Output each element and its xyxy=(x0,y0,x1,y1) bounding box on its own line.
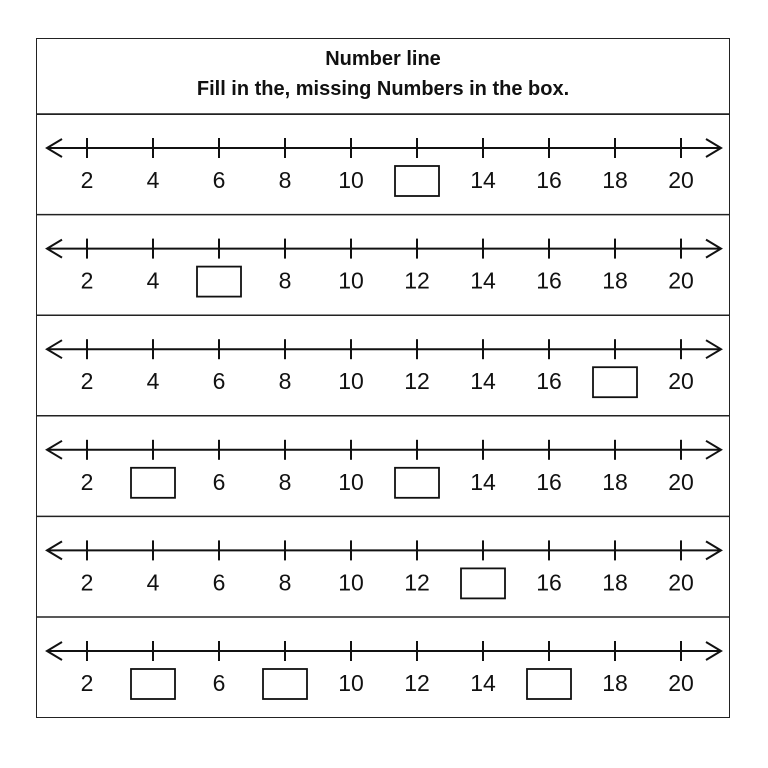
tick-label: 12 xyxy=(404,368,430,395)
tick-label: 8 xyxy=(278,267,292,294)
answer-box[interactable] xyxy=(263,669,307,699)
tick-label: 20 xyxy=(668,267,694,294)
tick-label: 20 xyxy=(668,167,694,193)
tick-label: 2 xyxy=(80,368,94,395)
tick-label: 20 xyxy=(668,670,694,696)
answer-box[interactable] xyxy=(527,669,571,699)
tick-label: 12 xyxy=(404,267,430,294)
worksheet-title: Number line xyxy=(325,48,441,70)
tick-label: 20 xyxy=(668,368,694,395)
answer-box[interactable] xyxy=(395,166,439,196)
tick-label: 10 xyxy=(338,569,364,596)
number-line-row xyxy=(36,617,730,699)
tick-label: 14 xyxy=(470,267,496,294)
tick-label: 18 xyxy=(602,569,628,596)
tick-label: 10 xyxy=(338,267,364,294)
answer-box[interactable] xyxy=(395,468,439,498)
number-line-row xyxy=(36,315,730,397)
tick-label: 4 xyxy=(146,267,160,294)
tick-label: 6 xyxy=(212,569,226,596)
number-line-row xyxy=(36,215,730,297)
tick-label: 6 xyxy=(212,670,226,696)
answer-box[interactable] xyxy=(131,669,175,699)
tick-label: 10 xyxy=(338,670,364,696)
tick-label: 6 xyxy=(212,167,226,193)
tick-label: 2 xyxy=(80,670,94,696)
tick-label: 18 xyxy=(602,670,628,696)
tick-label: 12 xyxy=(404,670,430,696)
tick-label: 2 xyxy=(80,267,94,294)
tick-label: 20 xyxy=(668,468,694,495)
number-line-row xyxy=(36,516,730,598)
tick-label: 8 xyxy=(278,368,292,395)
tick-label: 4 xyxy=(146,368,160,395)
tick-label: 4 xyxy=(146,167,160,193)
tick-label: 12 xyxy=(404,569,430,596)
tick-label: 16 xyxy=(536,569,562,596)
number-line-row xyxy=(36,416,730,498)
tick-label: 18 xyxy=(602,267,628,294)
tick-label: 18 xyxy=(602,167,628,193)
tick-label: 16 xyxy=(536,368,562,395)
tick-label: 8 xyxy=(278,569,292,596)
tick-label: 10 xyxy=(338,468,364,495)
tick-label: 2 xyxy=(80,468,94,495)
tick-label: 14 xyxy=(470,167,496,193)
tick-label: 2 xyxy=(80,167,94,193)
tick-label: 10 xyxy=(338,167,364,193)
tick-label: 4 xyxy=(146,569,160,596)
tick-label: 8 xyxy=(278,468,292,495)
tick-label: 18 xyxy=(602,468,628,495)
tick-label: 16 xyxy=(536,167,562,193)
tick-label: 6 xyxy=(212,468,226,495)
answer-box[interactable] xyxy=(197,267,241,297)
tick-label: 16 xyxy=(536,267,562,294)
tick-label: 14 xyxy=(470,468,496,495)
tick-label: 20 xyxy=(668,569,694,596)
worksheet-instruction: Fill in the, missing Numbers in the box. xyxy=(196,78,570,100)
answer-box[interactable] xyxy=(461,568,505,598)
tick-label: 14 xyxy=(470,368,496,395)
tick-label: 8 xyxy=(278,167,292,193)
tick-label: 10 xyxy=(338,368,364,395)
answer-box[interactable] xyxy=(593,367,637,397)
number-line-row xyxy=(36,114,730,196)
tick-label: 6 xyxy=(212,368,226,395)
tick-label: 16 xyxy=(536,468,562,495)
tick-label: 14 xyxy=(470,670,496,696)
answer-box[interactable] xyxy=(131,468,175,498)
tick-label: 2 xyxy=(80,569,94,596)
